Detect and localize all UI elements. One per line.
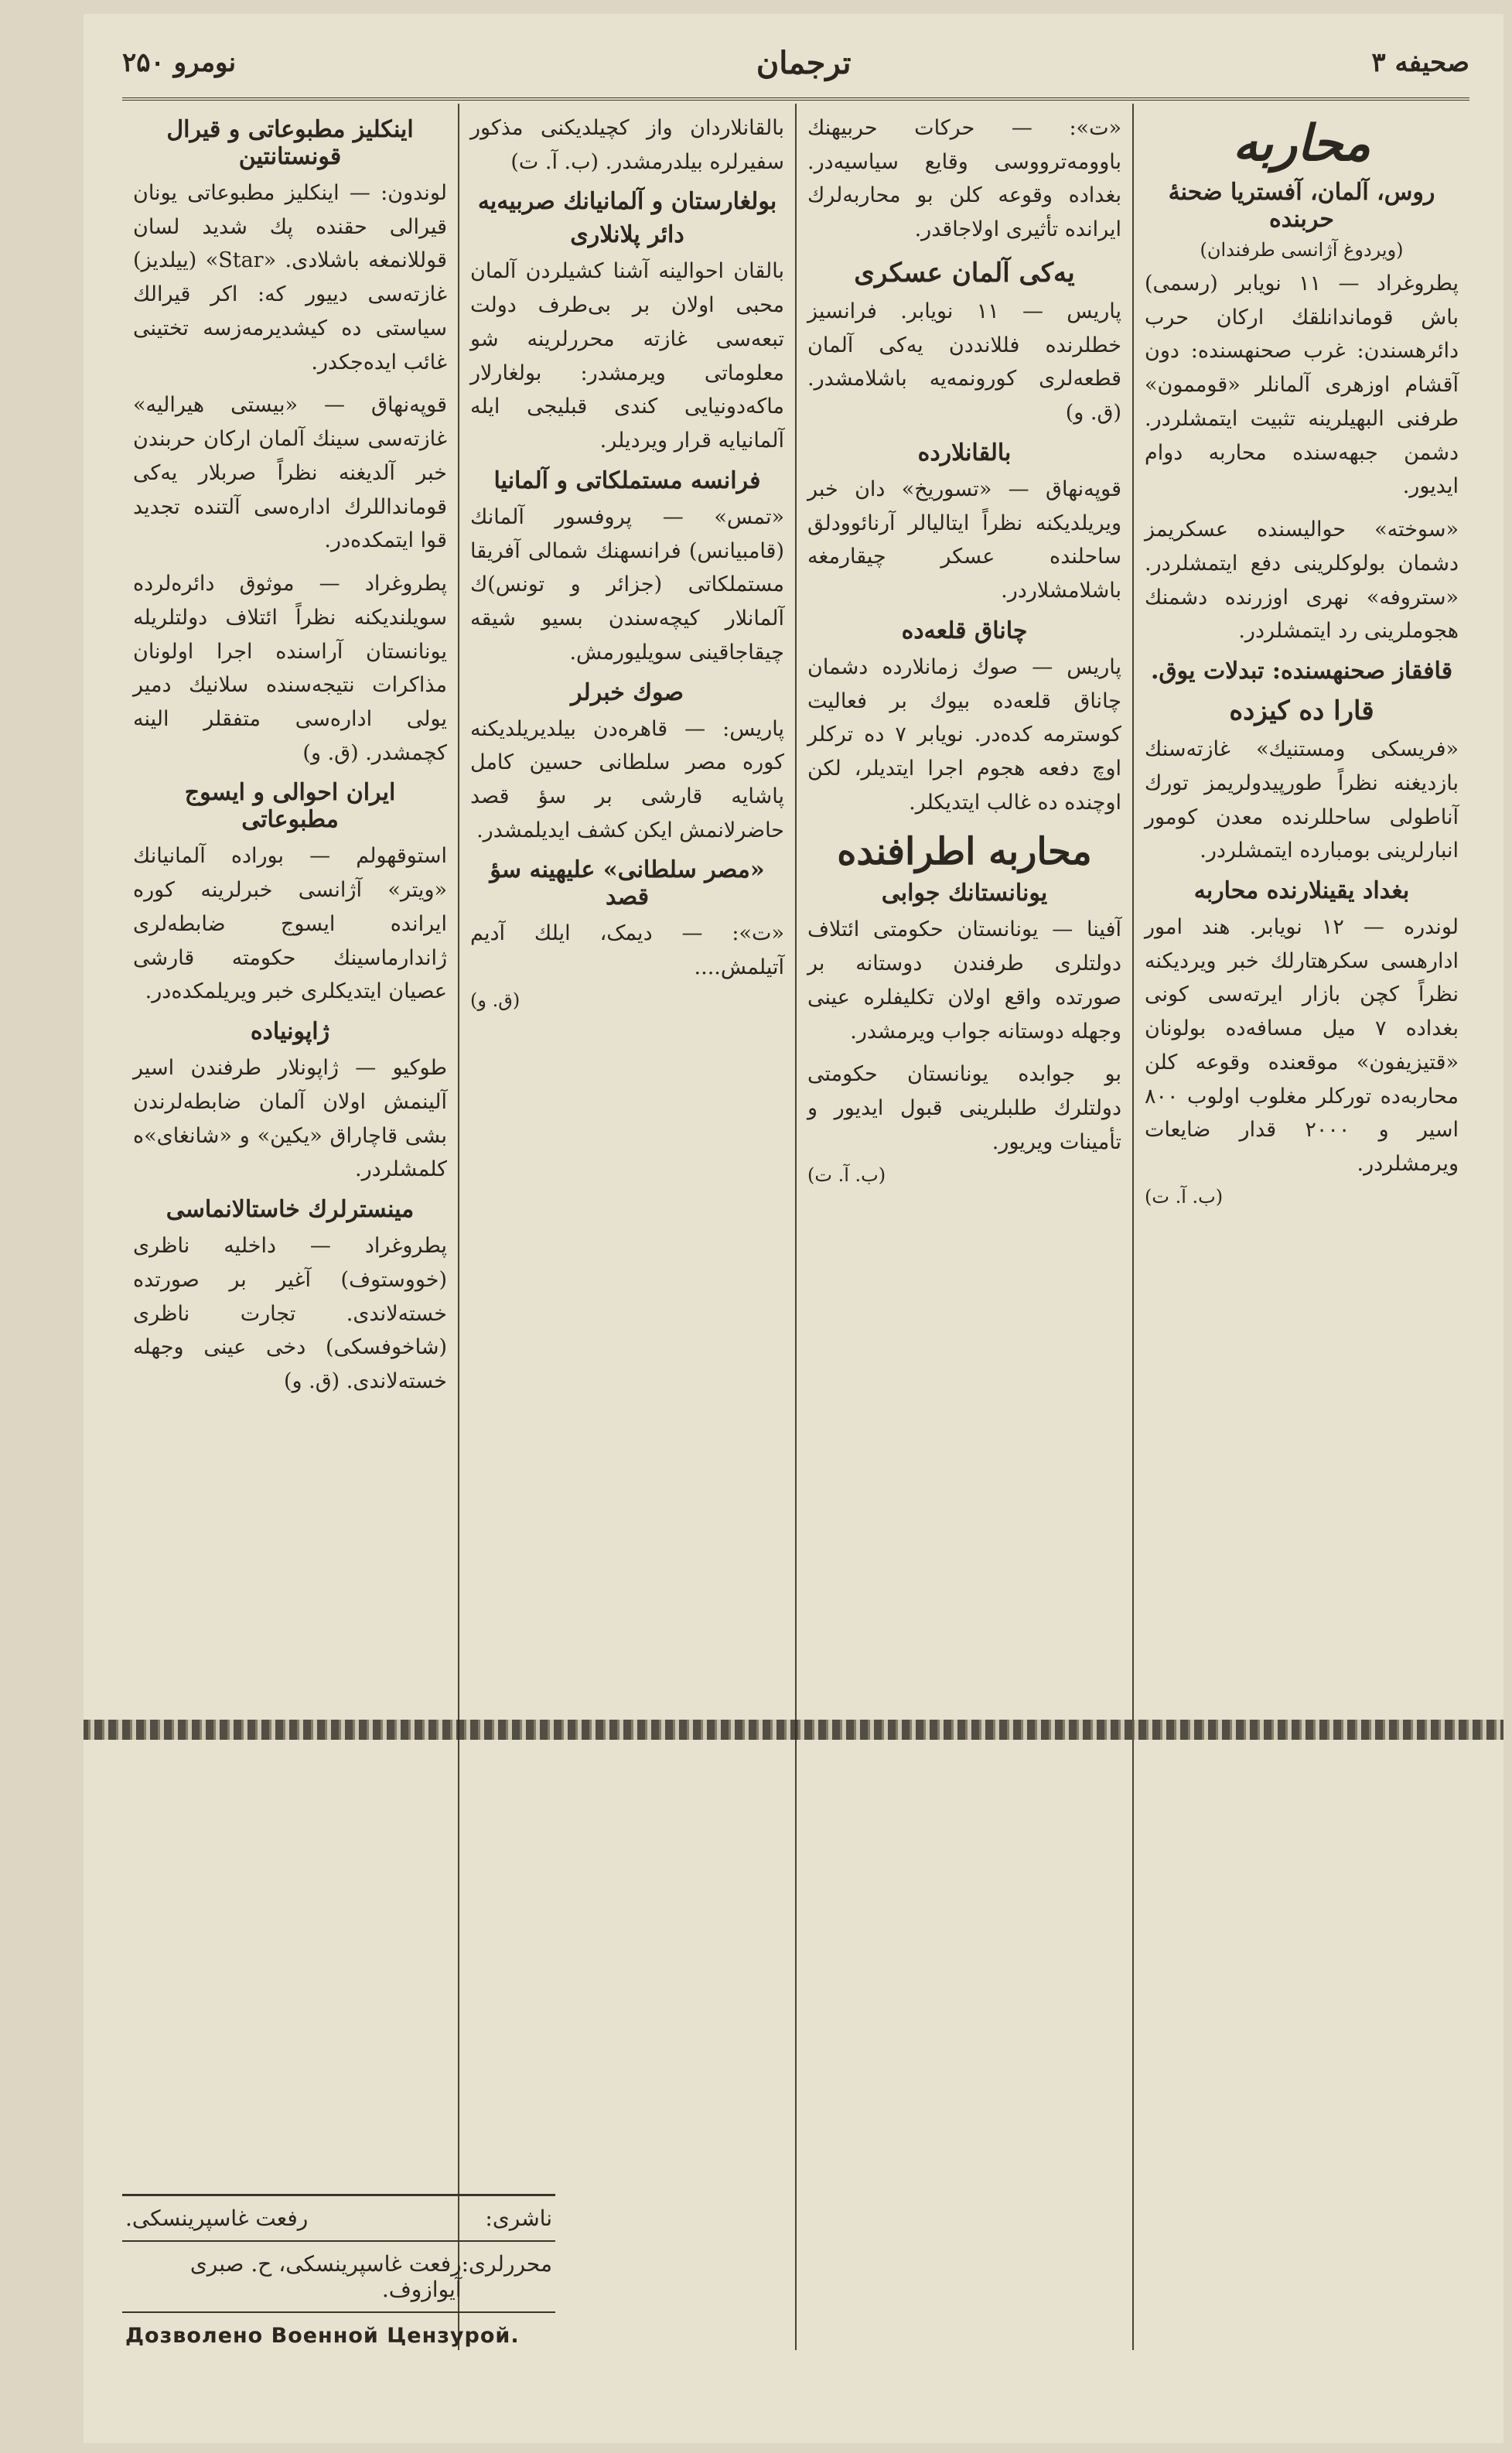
article-paragraph: بالقانلاردان واز کچیلدیکنی مذکور سفیرلره بیلدرمشدر. (ب. آ. ت) — [470, 116, 784, 174]
article-paragraph: پاریس — صوك زمانلارده دشمان چاناق قلعه‌ده بیوك بر فعالیت کوسترمه کده‌در. نویابر ۷ ده ترکلر اوچ دفعه هجوم اجرا ایتدیلر، لکن اوچنده ده غالب ایتدیکلر. — [807, 654, 1121, 815]
headline: بالقانلارده — [917, 439, 1012, 466]
torn-fold-line — [84, 1720, 1503, 1740]
article-paragraph: پاریس: — قاهره‌دن بیلدیریلدیکنه کوره مصر سلطانی حسین کامل پاشایه قارشی بر سؤ قصد حاضرلانمش ایکن کشف ایدیلمشدر. — [470, 716, 784, 842]
article-paragraph: «فریسکی ومستنیك» غازته‌سنك بازدیغنه نظراً طورپیدولریمز تورك آناطولی ساحللرنده معدن کومور انبارلرینی بومبارده ایتمشلردر. — [1145, 737, 1459, 863]
article-paragraph: پطروغراد — موثوق دائره‌لرده سویلندیکنه نظراً ائتلاف دولتلریله یونانستان آراسنده اجرا اولونان مذاکرات نتیجه‌سنده سلانیك دمیر یولی اداره‌سی متفقلر الینه کچمشدر. (ق. و) — [133, 572, 447, 765]
headline: ژاپونیاده — [250, 1018, 330, 1046]
headline: روس، آلمان، آفستریا ضحنهٔ حربنده — [1168, 179, 1435, 233]
headline: محاربه اطرافنده — [837, 830, 1092, 874]
article-paragraph: بالقان احوالینه آشنا کشیلردن آلمان محبی اولان بر بی‌طرف دولت تبعه‌سی غازته محررلرینه شو معلوماتی ویرمشدر: بولغارلار ماکه‌دونیایی کندی قبلیجی ایله آلمانیایه قرار ویردیلر. — [470, 259, 784, 453]
column-1 — [1132, 104, 1469, 2350]
imprint — [122, 2194, 555, 2359]
page-number: صحیفه ۳ — [1371, 47, 1469, 78]
article-paragraph: «ت»: — حرکات حربیهنك باوومه‌ترووسی وقایع سیاسیه‌در. بغداده وقوعه کلن بو محاربه‌لرك ایرانده تأثیری اولاجاقدر. — [807, 116, 1121, 242]
headline: یه‌کی آلمان عسکری — [854, 257, 1075, 289]
headline: مینسترلرك خاستالانماسی — [166, 1196, 415, 1224]
headline: اینکلیز مطبوعاتی و قیرال قونستانتین — [166, 116, 414, 170]
article-paragraph: «ت»: — دیمک، ایلك آدیم آتیلمش.... — [470, 921, 784, 980]
headline: ایران احوالی و ایسوج مطبوعاتی — [184, 779, 396, 834]
editors-label: محررلری: — [461, 2251, 552, 2277]
article-paragraph: پطروغراد — داخلیه ناظری (خووستوف) آغیر بر صورتده خسته‌لاندی. تجارت ناظری (شاخوفسکی) دخی عینی وجهله خسته‌لاندی. (ق. و) — [133, 1234, 447, 1394]
article-paragraph: پاریس — ۱۱ نویابر. فرانسیز خطلرنده فللانددن یه‌کی آلمان قطعه‌لری کورونمه‌یه باشلامشدر. (ق. و) — [807, 299, 1121, 425]
editors-row — [122, 2242, 555, 2313]
article-paragraph: طوکیو — ژاپونلار طرفندن اسیر آلینمش اولان آلمان ضابطه‌لرندن بشی قاچاراق «یکین» و «شانغای»‌ه کلمشلردر. — [133, 1056, 447, 1182]
article-paragraph: استوقهولم — بوراده آلمانیانك «ویتر» آژانسی خبرلرینه کوره ایرانده ایسوج ضابطه‌لری ژاندارماسینك حکومته قارشی عصیان ایتدیکلری خبر ویریلمکده‌در. — [133, 844, 447, 1004]
column-2 — [795, 104, 1132, 2350]
source-tag: (ق. و) — [470, 989, 520, 1011]
columns — [122, 104, 1469, 2350]
article-paragraph: قوپه‌نهاق — «بیستی هیرالیه» غازته‌سی سینك آلمان ارکان حربندن خبر آلدیغنه نظراً صربلار یه‌کی قومانداللرك اداره‌سی آلتنده تجدید قوا ایتمکده‌در. — [133, 393, 447, 553]
article-paragraph: آفینا — یونانستان حکومتی ائتلاف دولتلری طرفندن دوستانه بر صورتده واقع اولان تکلیفلره عینی وجهله دوستانه جواب ویرمشدر. — [807, 917, 1121, 1044]
publisher-label: ناشری: — [485, 2205, 552, 2231]
headline: «مصر سلطانی» علیهینه سؤ قصد — [490, 856, 765, 911]
publisher-name: رفعت غاسپرینسکی. — [125, 2205, 309, 2231]
newspaper-title: ترجمان — [756, 44, 852, 81]
source-tag: (ب. آ. ت) — [807, 1163, 886, 1186]
article-paragraph: «تمس» — پروفسور آلمانك (قامبیانس) فرانسهنك شمالی آفریقا مستملکاتی (جزائر و تونس)‌ك آلمانلار کیچه‌سندن بسیو شیقه چیقاجاقینی سویلیورمش. — [470, 504, 784, 664]
headline: قافقاز صحنهسنده: تبدلات یوق. — [1150, 658, 1453, 685]
section-title-war: محاربه — [1232, 114, 1371, 173]
issue-number: نومرو ۲۵۰ — [122, 47, 237, 78]
headline: قارا ده کیزده — [1229, 695, 1374, 727]
source-tag: (ب. آ. ت) — [1145, 1185, 1224, 1208]
masthead — [122, 28, 1469, 101]
subheadline: (ویردوغ آژانسی طرفندان) — [1200, 239, 1404, 261]
headline: یونانستانك جوابی — [881, 880, 1048, 907]
headline: صوك خبرلر — [571, 678, 684, 706]
publisher-row — [122, 2196, 555, 2242]
headline: فرانسه مستملکاتی و آلمانیا — [493, 466, 761, 494]
headline: چاناق قلعه‌ده — [901, 617, 1028, 644]
newspaper-page — [84, 14, 1503, 2443]
article-paragraph: پطروغراد — ۱۱ نویابر (رسمی) باش قوماندانلقك ارکان حرب دائرهسندن: غرب صحنهسنده: دون آقشام اوزهری آلمانلر «قوممون» طرفنی البهیلرینه تثبیت ایتمشلردر. دشمن جبهه‌سنده محاربه دوام ایدیور. — [1145, 272, 1459, 499]
headline: بولغارستان و آلمانیانك صربیه‌یه — [477, 188, 777, 216]
editors-names: رفعت غاسپرینسکی، ح. صبری آیوازوف. — [189, 2251, 462, 2302]
article-paragraph: قوپه‌نهاق — «تسوریخ» دان خبر ویریلدیکنه نظراً ایتالیالر آرنائوودلق ساحلنده عسکر چیقارمغه باشلامشلاردر. — [807, 477, 1121, 603]
headline: دائر پلانلاری — [570, 221, 684, 249]
column-3 — [458, 104, 795, 2350]
headline: بغداد یقینلارنده محاربه — [1193, 877, 1410, 905]
article-paragraph: لوندون: — اینکلیز مطبوعاتی یونان قیرالی حقنده پك شدید لسان قوللانمغه باشلادی. «Star» (ییلدیز) غازته‌سی دییور که: اکر قیرالك سیاستی ده کیشدیرمه‌زسه تختینی غائب ایده‌جکدر. — [133, 181, 448, 374]
article-paragraph: بو جوابده یونانستان حکومتی دولتلرك طلبلرینی قبول ایدیور و تأمینات ویریور. — [807, 1062, 1121, 1154]
article-paragraph: لوندره — ۱۲ نویابر. هند امور ادارهسی سکرهتارلك خبر ویردیکنه نظراً کچن بازار ایرته‌سی کونی بغداده ۷ میل مسافه‌ده بولونان «قتیزیفون» موقعنده وقوعه کلن محاربه‌ده تورکلر مغلوب اولوب ۸۰۰ اسیر و ۲۰۰۰ قدار ضایعات ویرمشلردر. — [1145, 915, 1459, 1177]
article-paragraph: «سوخته» حوالیسنده عسکریمز دشمان بولوکلرینی دفع ایتمشلردر. «ستروفه» نهری اوزرنده دشمنك هجوملرینی رد ایتمشلردر. — [1145, 518, 1459, 644]
column-4 — [122, 104, 458, 2350]
censor-note: Дозволено Военной Цензурой. — [125, 2324, 520, 2348]
